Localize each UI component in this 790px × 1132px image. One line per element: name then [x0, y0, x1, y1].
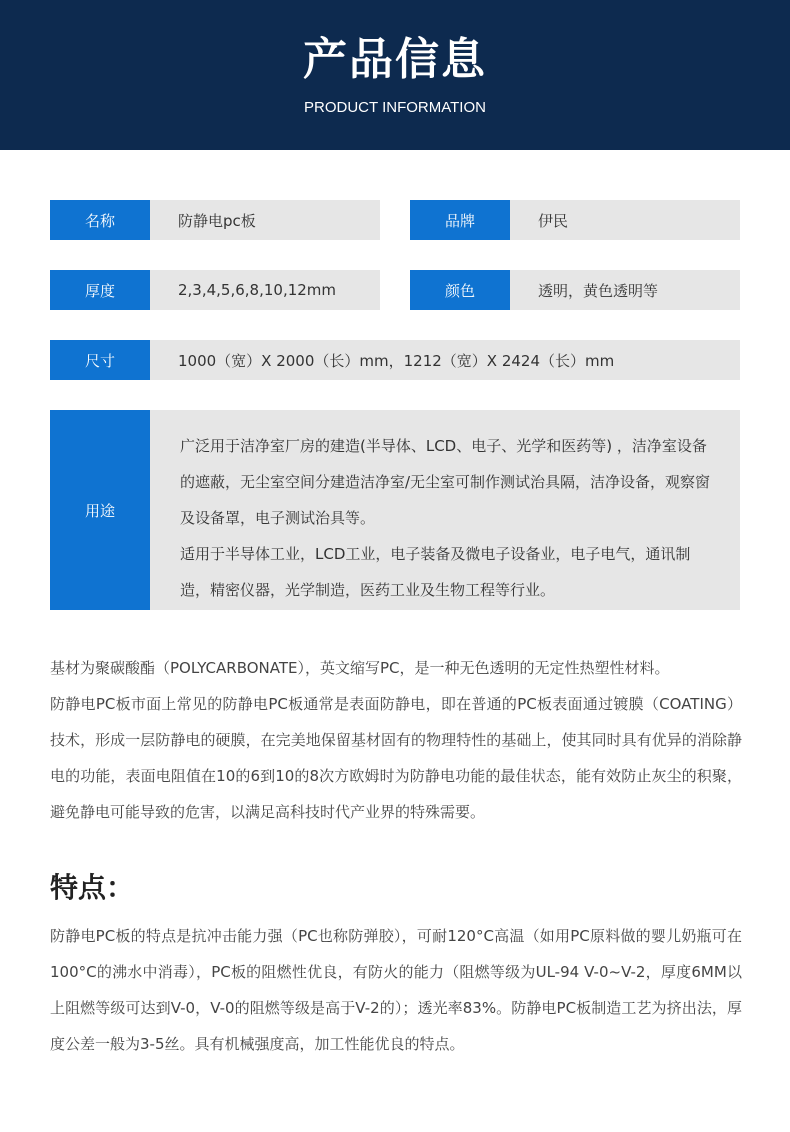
spec-row-brand [410, 200, 740, 240]
spec-label-usage: 用途 [50, 410, 150, 610]
spec-value-color: 透明，黄色透明等 [538, 281, 659, 300]
spec-row-color [410, 270, 740, 310]
features-text [50, 918, 742, 1062]
spec-value-usage [180, 428, 720, 608]
intro-text [50, 650, 742, 830]
spec-label-color: 颜色 [410, 270, 510, 310]
spec-row-usage [50, 410, 740, 610]
usage-paragraph: 适用于半导体工业，LCD工业，电子装备及微电子设备业，电子电气，通讯制造，精密仪器，光学制造，医药工业及生物工程等行业。 [180, 545, 691, 599]
intro-paragraph: 防静电PC板市面上常见的防静电PC板通常是表面防静电，即在普通的PC板表面通过镀膜（COATING）技术，形成一层防静电的硬膜，在完美地保留基材固有的物理特性的基础上，使其同时具有优异的消除静电的功能，表面电阻值在10的6到10的8次方欧姆时为防静电功能的最佳状态，能有效防止灰尘的积聚，避免静电可能导致的危害，以满足高科技时代产业界的特殊需要。 [50, 695, 742, 821]
features-paragraph: 防静电PC板的特点是抗冲击能力强（PC也称防弹胶），可耐120°C高温（如用PC原料做的婴儿奶瓶可在100°C的沸水中消毒），PC板的阻燃性优良，有防火的能力（阻燃等级为UL-94 V-0~V-2，厚度6MM以上阻燃等级可达到V-0，V-0的阻燃等级是高于V-2的）；透光率83%。防静电PC板制造工艺为挤出法，厚度公差一般为3-5丝。具有机械强度高，加工性能优良的特点。 [50, 927, 742, 1053]
spec-label-thickness: 厚度 [50, 270, 150, 310]
spec-value-size: 1000（宽）X 2000（长）mm，1212（宽）X 2424（长）mm [178, 351, 615, 370]
spec-value-brand: 伊民 [538, 211, 569, 230]
usage-paragraph: 广泛用于洁净室厂房的建造(半导体、LCD、电子、光学和医药等) ，洁净室设备的遮蔽，无尘室空间分建造洁净室/无尘室可制作测试治具隔，洁净设备，观察窗及设备罩，电子测试治具等。 [180, 437, 711, 527]
spec-label-size: 尺寸 [50, 340, 150, 380]
spec-label-brand: 品牌 [410, 200, 510, 240]
features-heading: 特点： [50, 871, 135, 904]
spec-label-name: 名称 [50, 200, 150, 240]
spec-value-thickness: 2,3,4,5,6,8,10,12mm [178, 281, 337, 299]
page-title: 产品信息 [303, 34, 487, 85]
spec-row-thickness [50, 270, 380, 310]
header-banner [0, 0, 790, 150]
spec-row-name [50, 200, 380, 240]
page-subtitle: PRODUCT INFORMATION [304, 99, 486, 116]
intro-paragraph: 基材为聚碳酸酯（POLYCARBONATE），英文缩写PC，是一种无色透明的无定性热塑性材料。 [50, 659, 670, 677]
spec-value-name: 防静电pc板 [178, 211, 256, 230]
spec-row-size [50, 340, 740, 380]
